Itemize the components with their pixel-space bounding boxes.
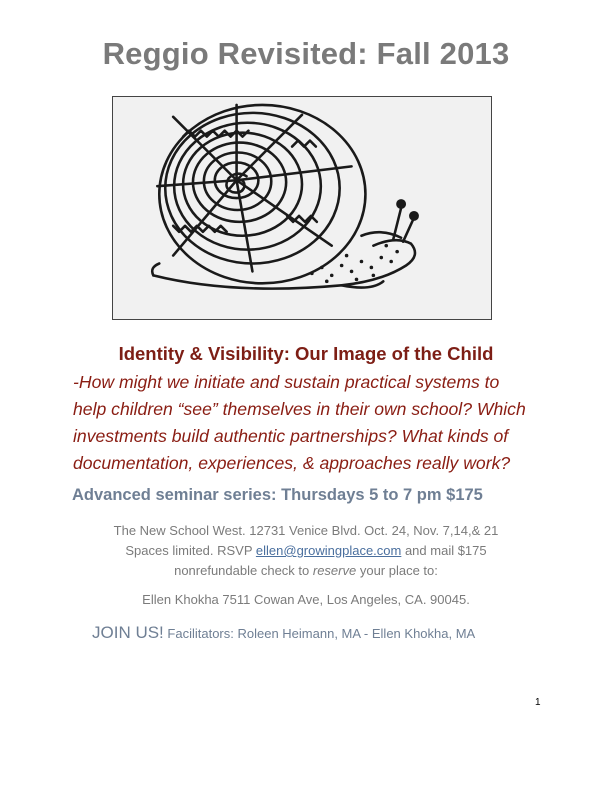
page-title: Reggio Revisited: Fall 2013 xyxy=(102,36,510,71)
location-dates-line: The New School West. 12731 Venice Blvd. Oct. 24, Nov. 7,14,& 21 xyxy=(113,523,499,538)
mailing-address: Ellen Khokha 7511 Cowan Ave, Los Angeles, CA. 90045. xyxy=(142,592,470,607)
join-callout: JOIN US! xyxy=(92,623,164,642)
question-line: documentation, experiences, & approaches really work? xyxy=(73,453,511,473)
rsvp-suffix: and mail $175 xyxy=(401,543,487,558)
page-number: 1 xyxy=(535,697,541,708)
question-line: help children “see” themselves in their own school? Which xyxy=(73,399,526,419)
question-paragraph xyxy=(73,369,553,477)
section-heading: Identity & Visibility: Our Image of the Child xyxy=(118,343,494,364)
check-prefix: nonrefundable check to xyxy=(174,563,313,578)
check-line xyxy=(0,561,612,581)
snail-drawing-icon xyxy=(113,97,491,319)
rsvp-prefix: Spaces limited. RSVP xyxy=(125,543,256,558)
snail-drawing-image xyxy=(112,96,492,320)
facilitators-text: Facilitators: Roleen Heimann, MA - Ellen Khokha, MA xyxy=(163,626,476,641)
email-link[interactable]: ellen@growingplace.com xyxy=(255,543,402,558)
check-suffix: your place to: xyxy=(356,563,438,578)
rsvp-line xyxy=(0,541,612,561)
seminar-series-line: Advanced seminar series: Thursdays 5 to 7 pm $175 xyxy=(72,486,483,504)
reserve-emphasis: reserve xyxy=(312,563,357,578)
join-line xyxy=(92,623,475,643)
question-line: -How might we initiate and sustain practical systems to xyxy=(73,372,500,392)
event-info xyxy=(0,521,612,581)
question-line: investments build authentic partnerships? What kinds of xyxy=(73,426,509,446)
